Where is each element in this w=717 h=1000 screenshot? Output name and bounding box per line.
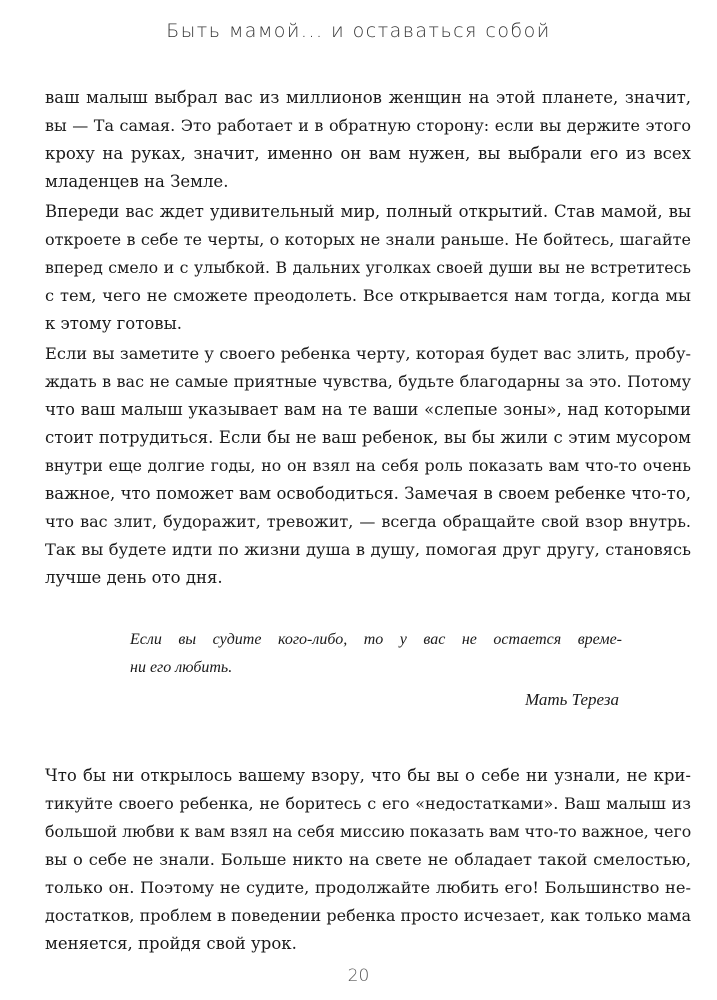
quote-block bbox=[130, 626, 622, 682]
text-line: что вас злит, будоражит, тревожит, — всегда обращайте свой взор внутрь. bbox=[45, 512, 691, 531]
text-line: с тем, чего не сможете преодолеть. Все открывается нам тогда, когда мы bbox=[45, 286, 691, 305]
text-line: важное, что поможет вам освободиться. Замечая в своем ребенке что-то, bbox=[45, 484, 691, 503]
text-line: к этому готовы. bbox=[45, 314, 182, 333]
paragraph-1 bbox=[45, 84, 691, 196]
paragraph-closing bbox=[45, 762, 691, 958]
text-line: младенцев на Земле. bbox=[45, 172, 229, 191]
text-line: меняется, пройдя свой урок. bbox=[45, 934, 297, 953]
running-header: Быть мамой... и оставаться собой bbox=[166, 20, 551, 42]
text-line: вы — Та самая. Это работает и в обратную сторону: если вы держите этого bbox=[45, 116, 691, 135]
text-line: большой любви к вам взял на себя миссию показать вам что-то важное, чего bbox=[45, 822, 692, 841]
text-line: Что бы ни открылось вашему взору, что бы вы о себе ни узнали, не кри- bbox=[45, 766, 691, 785]
text-line: лучше день ото дня. bbox=[45, 568, 223, 587]
quote-author: Мать Тереза bbox=[524, 690, 619, 709]
text-line: внутри еще долгие годы, но он взял на себя роль показать вам что-то очень bbox=[45, 456, 691, 475]
quote-line: ни его любить. bbox=[130, 659, 233, 676]
quote-line: Если вы судите кого-либо, то у вас не остается време- bbox=[130, 631, 622, 648]
text-line: что ваш малыш указывает вам на те ваши «слепые зоны», над которыми bbox=[45, 400, 691, 419]
page-number: 20 bbox=[347, 966, 370, 986]
text-line: вперед смело и с улыбкой. В дальних уголках своей души вы не встретитесь bbox=[45, 258, 691, 277]
text-line: Так вы будете идти по жизни душа в душу, помогая друг другу, становясь bbox=[45, 540, 691, 559]
text-line: откроете в себе те черты, о которых не знали раньше. Не бойтесь, шагайте bbox=[45, 230, 691, 249]
text-line: достатков, проблем в поведении ребенка просто исчезает, как только мама bbox=[45, 906, 691, 925]
text-line: тикуйте своего ребенка, не боритесь с его «недостатками». Ваш малыш из bbox=[45, 794, 691, 813]
text-line: Если вы заметите у своего ребенка черту, которая будет вас злить, пробу- bbox=[45, 344, 691, 363]
text-line: кроху на руках, значит, именно он вам нужен, вы выбрали его из всех bbox=[45, 144, 691, 163]
text-line: вы о себе не знали. Больше никто на свете не обладает такой смелостью, bbox=[45, 850, 691, 869]
paragraph-2 bbox=[45, 198, 691, 338]
text-line: Впереди вас ждет удивительный мир, полный открытий. Став мамой, вы bbox=[45, 202, 691, 221]
paragraph-3 bbox=[45, 340, 691, 592]
text-line: только он. Поэтому не судите, продолжайте любить его! Большинство не- bbox=[45, 878, 691, 897]
text-line: ваш малыш выбрал вас из миллионов женщин на этой планете, значит, bbox=[45, 88, 691, 107]
text-line: ждать в вас не самые приятные чувства, будьте благодарны за это. Потому bbox=[45, 372, 691, 391]
text-line: стоит потрудиться. Если бы не ваш ребенок, вы бы жили с этим мусором bbox=[45, 428, 691, 447]
